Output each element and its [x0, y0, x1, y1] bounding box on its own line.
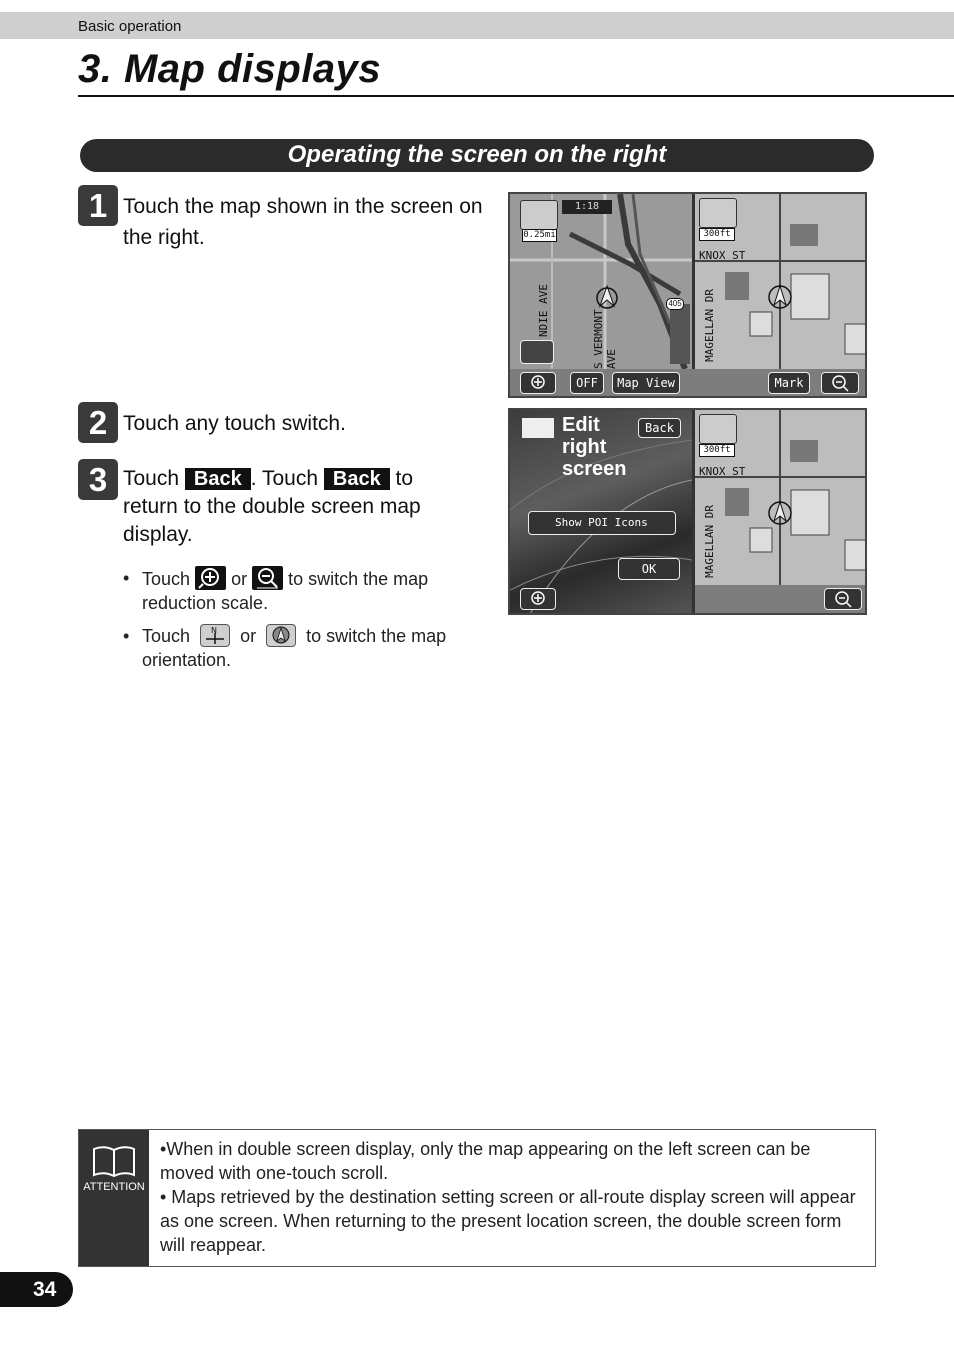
attention-item-1: •When in double screen display, only the map appearing on the left screen can be moved with one-touch scroll.	[160, 1139, 811, 1183]
back-key: Back	[324, 468, 390, 490]
attention-box	[78, 1129, 876, 1267]
attention-sidebar	[79, 1130, 149, 1266]
button-bar	[510, 369, 867, 398]
step-number-2: 2	[78, 402, 118, 443]
step-number-1: 1	[78, 185, 118, 226]
zoom-out-icon	[252, 566, 283, 590]
book-icon	[91, 1145, 137, 1179]
ok-button[interactable]: OK	[618, 558, 680, 580]
attention-item-2: • Maps retrieved by the destination setting screen or all-route display screen will appear as one screen. When returning to the present location screen, the double screen form will reappear.	[160, 1187, 856, 1255]
street-label: S VERMONT AVE	[592, 309, 618, 369]
right-map	[692, 194, 867, 369]
left-map	[510, 194, 692, 369]
bullet-orientation: • Touch N or to switch the map orientation.	[123, 626, 447, 670]
north-up-icon[interactable]	[699, 198, 737, 228]
zoom-out-button[interactable]	[824, 588, 862, 610]
map-mode-button[interactable]	[520, 340, 554, 364]
street-label: MAGELLAN DR	[703, 289, 716, 362]
scale-right: 300ft	[699, 444, 735, 457]
page-number: 34	[0, 1272, 73, 1307]
heading-up-icon	[266, 624, 296, 647]
svg-text:N: N	[211, 626, 218, 635]
zoom-out-button[interactable]	[821, 372, 859, 394]
back-key: Back	[185, 468, 251, 490]
off-button[interactable]: OFF	[570, 372, 604, 394]
attention-label: ATTENTION	[83, 1181, 145, 1193]
header-bar	[0, 12, 954, 39]
route-shield: 405	[666, 298, 684, 310]
show-poi-icons-button[interactable]: Show POI Icons	[528, 511, 676, 535]
scale-left: 0.25mi	[523, 230, 556, 240]
back-button[interactable]: Back	[638, 418, 681, 438]
map-screen-double	[508, 192, 867, 398]
title-rule	[78, 95, 954, 97]
step-number-3: 3	[78, 459, 118, 500]
street-label: KNOX ST	[699, 249, 746, 262]
north-up-icon	[200, 624, 230, 647]
right-map	[692, 410, 867, 614]
edit-title: Edit right screen	[562, 414, 627, 480]
map-view-button[interactable]: Map View	[612, 372, 680, 394]
scale-right: 300ft	[699, 228, 735, 241]
street-label: NDIE AVE	[537, 284, 550, 337]
clock: 1:18	[562, 200, 612, 214]
zoom-in-button[interactable]	[520, 372, 556, 394]
zoom-in-button[interactable]	[520, 588, 556, 610]
north-up-icon[interactable]	[520, 200, 558, 230]
section-label: Basic operation	[78, 18, 182, 35]
street-label: KNOX ST	[699, 465, 746, 478]
zoom-in-icon	[195, 566, 226, 590]
edit-panel	[510, 410, 692, 614]
step-text-1: Touch the map shown in the screen on the right.	[123, 195, 483, 249]
north-up-icon[interactable]	[699, 414, 737, 444]
step-text-3: Touch Back . Touch Back to return to the double screen map display.	[123, 467, 421, 546]
edit-list-icon	[522, 418, 554, 438]
page-title: 3. Map displays	[78, 47, 382, 91]
mark-button[interactable]: Mark	[768, 372, 810, 394]
street-label: MAGELLAN DR	[703, 505, 716, 578]
step-text-2: Touch any touch switch.	[123, 412, 346, 435]
edit-right-screen	[508, 408, 867, 615]
section-heading: Operating the screen on the right	[80, 139, 874, 172]
bullet-zoom: • Touch or to switch the map reduction scale.	[123, 568, 429, 613]
